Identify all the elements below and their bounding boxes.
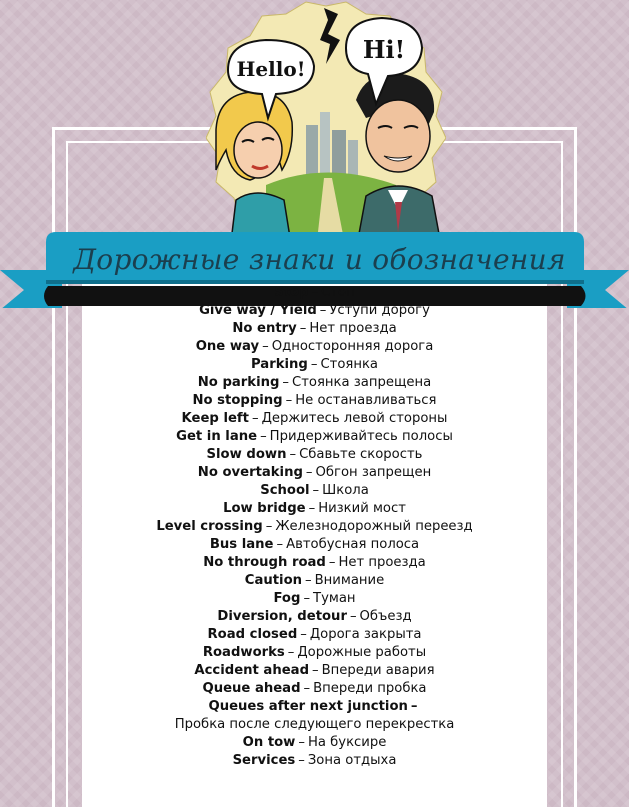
list-item xyxy=(82,356,547,374)
sign-translation: Нет проезда xyxy=(309,321,397,336)
sign-term: No overtaking xyxy=(197,465,303,480)
sign-term: Roadworks xyxy=(202,645,285,660)
separator-dash: – xyxy=(312,483,320,498)
list-item xyxy=(82,554,547,572)
list-item xyxy=(82,374,547,392)
sign-translation: Обгон запрещен xyxy=(315,465,432,480)
separator-dash: – xyxy=(276,537,284,552)
sign-term: Caution xyxy=(244,573,303,588)
sign-term: Parking xyxy=(251,357,308,372)
sign-term: Keep left xyxy=(181,411,249,426)
sign-term: Services xyxy=(232,753,296,768)
list-item xyxy=(82,284,547,302)
list-item xyxy=(82,572,547,590)
retro-couple-illustration xyxy=(206,0,446,250)
list-item xyxy=(82,464,547,482)
separator-dash: – xyxy=(312,663,319,678)
sign-translation: Уступи дорогу xyxy=(329,303,430,318)
sign-term: Bus lane xyxy=(209,537,274,552)
separator-dash: – xyxy=(265,519,273,534)
sign-translation: Сбавьте скорость xyxy=(299,447,423,462)
sign-translation: Односторонняя дорога xyxy=(271,339,434,354)
list-item xyxy=(82,662,547,680)
list-item xyxy=(82,446,547,464)
sign-term: Slow down xyxy=(206,447,287,462)
sign-translation: На буксире xyxy=(307,735,387,750)
sign-term: Queue ahead xyxy=(202,681,301,696)
list-item xyxy=(82,338,547,356)
separator-dash: – xyxy=(305,573,312,588)
separator-dash: – xyxy=(319,303,327,318)
separator-dash: – xyxy=(349,609,357,624)
sign-term: Give way / Yield xyxy=(199,303,317,318)
sign-term: No stopping xyxy=(192,393,283,408)
list-item xyxy=(82,302,547,320)
road-signs-list xyxy=(82,284,547,770)
separator-dash: – xyxy=(311,285,319,300)
sign-term: Low bridge xyxy=(223,501,306,516)
list-item xyxy=(82,716,547,734)
list-item xyxy=(82,536,547,554)
sign-term: Fog xyxy=(273,591,301,606)
list-item xyxy=(82,698,547,716)
sign-translation: Стоп xyxy=(321,285,355,300)
list-item xyxy=(82,752,547,770)
sign-translation: Дорога закрыта xyxy=(309,627,422,642)
sign-translation: Стоянка xyxy=(320,357,378,372)
list-item xyxy=(82,626,547,644)
separator-dash: – xyxy=(410,699,418,714)
separator-dash: – xyxy=(251,411,259,426)
separator-dash: – xyxy=(289,447,297,462)
separator-dash: – xyxy=(282,375,290,390)
separator-dash: – xyxy=(310,357,318,372)
sign-term: No parking xyxy=(197,375,280,390)
sign-term: Accident ahead xyxy=(194,663,310,678)
sign-translation: Впереди пробка xyxy=(313,681,427,696)
list-item xyxy=(82,320,547,338)
sign-translation: Автобусная полоса xyxy=(286,537,420,552)
list-item xyxy=(82,500,547,518)
sign-term: School xyxy=(260,483,310,498)
sign-translation: Туман xyxy=(313,591,356,606)
sign-translation: Дорожные работы xyxy=(297,645,427,660)
bubble-hi: Hi! xyxy=(362,35,406,64)
sign-translation: Объезд xyxy=(359,609,412,624)
sign-term: No through road xyxy=(203,555,326,570)
list-item xyxy=(82,482,547,500)
separator-dash: – xyxy=(308,501,316,516)
sign-term: Diversion, detour xyxy=(217,609,347,624)
separator-dash: – xyxy=(298,735,305,750)
sign-term: On tow xyxy=(242,735,296,750)
sign-translation: Зона отдыха xyxy=(307,753,397,768)
separator-dash: – xyxy=(298,753,305,768)
separator-dash: – xyxy=(303,591,311,606)
sign-translation: Не останавливаться xyxy=(295,393,437,408)
separator-dash: – xyxy=(305,465,313,480)
separator-dash: – xyxy=(260,429,267,444)
sign-term: Get in lane xyxy=(176,429,258,444)
sign-translation: Держитесь левой стороны xyxy=(261,411,448,426)
page-title: Дорожные знаки и обозначения xyxy=(73,242,566,276)
list-item xyxy=(82,608,547,626)
separator-dash: – xyxy=(299,321,307,336)
sign-translation: Внимание xyxy=(314,573,385,588)
sign-term: One way xyxy=(195,339,260,354)
list-item xyxy=(82,590,547,608)
separator-dash: – xyxy=(303,681,311,696)
sign-translation: Стоянка запрещена xyxy=(292,375,432,390)
list-item xyxy=(82,518,547,536)
separator-dash: – xyxy=(328,555,336,570)
sign-translation: Низкий мост xyxy=(318,501,406,516)
list-item xyxy=(82,410,547,428)
sign-translation: Железнодорожный переезд xyxy=(275,519,473,534)
sign-translation: Пробка после следующего перекрестка xyxy=(174,717,455,732)
list-item xyxy=(82,734,547,752)
list-item xyxy=(82,644,547,662)
sign-translation: Нет проезда xyxy=(338,555,426,570)
sign-term: Stop xyxy=(274,285,309,300)
list-item xyxy=(82,428,547,446)
separator-dash: – xyxy=(285,393,293,408)
separator-dash: – xyxy=(300,627,307,642)
list-item xyxy=(82,680,547,698)
sign-term: No entry xyxy=(232,321,297,336)
sign-term: Queues after next junction xyxy=(208,699,408,714)
separator-dash: – xyxy=(262,339,269,354)
separator-dash: – xyxy=(287,645,295,660)
sign-term: Level crossing xyxy=(156,519,263,534)
sign-translation: Придерживайтесь полосы xyxy=(269,429,453,444)
list-item xyxy=(82,392,547,410)
bubble-hello: Hello! xyxy=(236,57,306,81)
sign-term: Road closed xyxy=(207,627,298,642)
sign-translation: Впереди авария xyxy=(321,663,435,678)
sign-translation: Школа xyxy=(322,483,369,498)
